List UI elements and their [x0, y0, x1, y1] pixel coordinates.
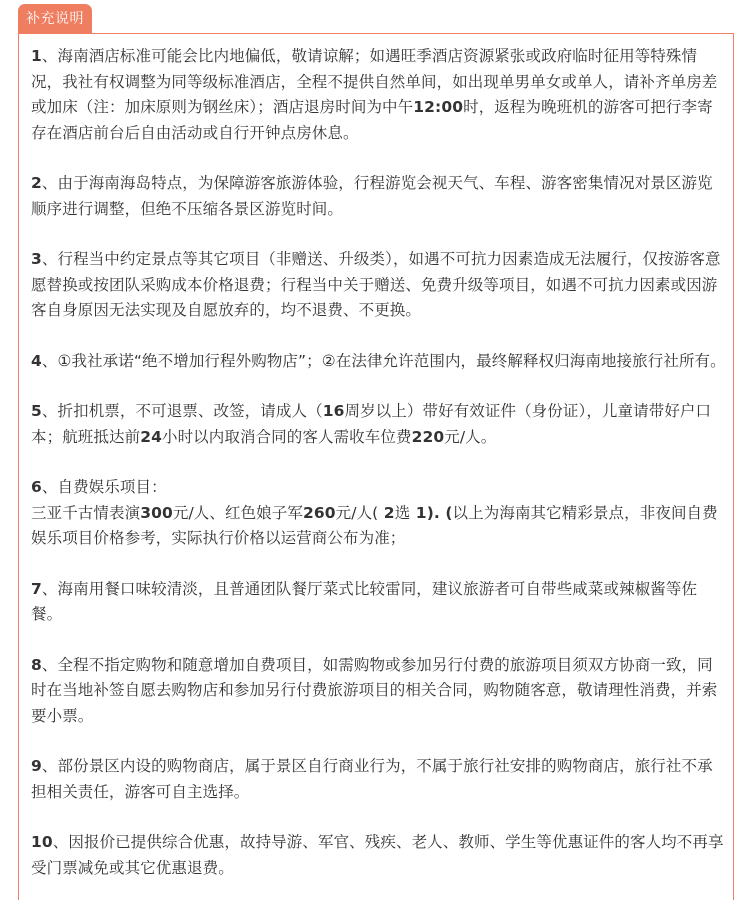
- note-number: 5: [31, 402, 42, 420]
- show-unit: 元/人、红色娘子军: [172, 503, 303, 522]
- note-text: 时，返程为晚班机的游客可把行李寄存在酒店前台后自由活动或自行开钟点房休息。: [31, 98, 713, 142]
- section-tab-label: 补充说明: [18, 4, 92, 34]
- note-item-7: [31, 577, 727, 628]
- note-text: 小时以内取消合同的客人需收车位费: [161, 427, 412, 446]
- note-number: 6: [31, 478, 42, 496]
- note-text: 、全程不指定购物和随意增加自费项目，如需购物或参加另行付费的旅游项目须双方协商一致，同时在当地补签自愿去购物店和参加另行付费旅游项目的相关合同，购物随客意，敬请理性消费，并索要小票。: [31, 655, 718, 725]
- show-2-price: 260: [302, 503, 336, 522]
- note-item-5: [31, 399, 727, 450]
- show-1-price: 300: [140, 503, 173, 522]
- cancel-hours: 24: [140, 427, 162, 446]
- note-item-4: [31, 349, 727, 375]
- note-text: 、因报价已提供综合优惠，故持导游、军官、残疾、老人、教师、学生等优惠证件的客人均不再享受门票减免或其它优惠退费。: [31, 833, 724, 877]
- adult-age: 16: [322, 402, 345, 420]
- note-text: 、行程当中约定景点等其它项目（非赠送、升级类），如遇不可抗力因素造成无法履行，仅按游客意愿替换或按团队采购成本价格退费；行程当中关于赠送、免费升级等项目，如遇不可抗力因素或因游客自身原因无法实现及自愿放弃的，均不退费、不更换。: [31, 250, 721, 319]
- note-heading: 、自费娱乐项目：: [41, 478, 167, 496]
- note-item-8: [31, 653, 727, 730]
- note-number: 1: [31, 47, 42, 65]
- note-item-10: [31, 830, 727, 881]
- choose-count: 2: [378, 503, 395, 522]
- choose-word: 选: [394, 503, 411, 522]
- note-number: 3: [31, 250, 42, 268]
- show-unit: 元/人(: [335, 503, 379, 522]
- note-text: 、由于海南海岛特点，为保障游客旅游体验，行程游览会视天气、车程、游客密集情况对景区游览顺序进行调整，但绝不压缩各景区游览时间。: [31, 174, 713, 218]
- note-number: 7: [31, 579, 42, 598]
- notes-panel: [18, 33, 734, 900]
- note-text: 周岁以上）带好有效证件（身份证），儿童请带好户口本；航班抵达前: [31, 402, 712, 446]
- show-1-name: 三亚千古情表演: [31, 503, 141, 522]
- note-text: 、折扣机票，不可退票、改签，请成人（: [41, 402, 323, 420]
- note-number: 4: [31, 351, 42, 370]
- note-text: 以上为海南其它精彩景点，非夜间自费娱乐项目价格参考，实际执行价格以运营商公布为准；: [31, 503, 718, 547]
- note-item-2: [31, 171, 727, 222]
- note-item-9: [31, 754, 727, 805]
- note-text: 、海南用餐口味较清淡，且普通团队餐厅菜式比较雷同，建议旅游者可自带些咸菜或辣椒酱等佐餐。: [31, 579, 698, 623]
- choose-count: 1). (: [410, 503, 453, 522]
- note-text: 、部份景区内设的购物商店，属于景区自行商业行为，不属于旅行社安排的购物商店，旅行社不承担相关责任，游客可自主选择。: [31, 757, 713, 801]
- note-item-6: [31, 475, 727, 552]
- note-number: 8: [31, 655, 42, 674]
- note-item-1: [31, 44, 727, 146]
- note-text: 、海南酒店标准可能会比内地偏低，敬请谅解；如遇旺季酒店资源紧张或政府临时征用等特殊情况，我社有权调整为同等级标准酒店，全程不提供自然单间，如出现单男单女或单人，请补齐单房差或加床（注：加床原则为钢丝床）；酒店退房时间为中午: [31, 47, 718, 116]
- checkout-time: 12:00: [413, 98, 464, 116]
- note-number: 10: [31, 833, 53, 851]
- note-text: 、①我社承诺“绝不增加行程外购物店”；②在法律允许范围内，最终解释权归海南地接旅行社所有。: [41, 351, 726, 370]
- note-item-3: [31, 247, 727, 324]
- note-number: 2: [31, 174, 42, 192]
- note-number: 9: [31, 757, 42, 775]
- seat-fee: 220: [411, 427, 445, 446]
- note-text: 元/人。: [444, 427, 497, 446]
